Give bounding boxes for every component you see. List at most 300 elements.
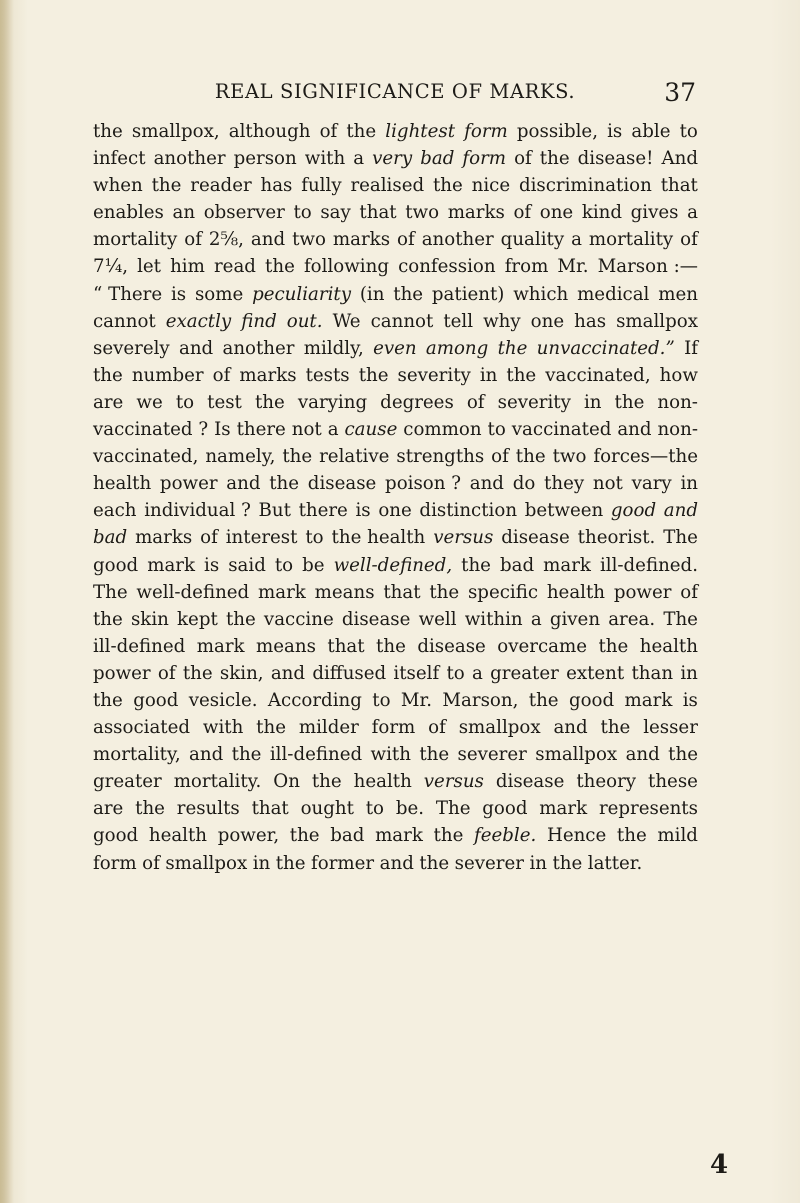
word: possible,: [516, 121, 598, 142]
word: disease: [307, 473, 377, 495]
word: of: [200, 527, 218, 549]
word: represents: [598, 798, 698, 820]
word: a: [687, 202, 698, 224]
word: good: [568, 689, 615, 711]
word: the: [668, 744, 698, 766]
word: between: [524, 500, 604, 522]
word: marks: [332, 229, 391, 251]
word: they: [544, 473, 585, 495]
word: skin,: [219, 662, 264, 684]
word: of: [513, 202, 532, 224]
word: smallpox: [535, 744, 618, 766]
word: the: [515, 446, 546, 468]
word: the: [528, 689, 559, 711]
word: overcame: [497, 635, 588, 657]
word: a: [472, 662, 483, 684]
word: the: [358, 364, 389, 386]
italic-word: and: [663, 500, 698, 522]
word: and: [250, 229, 286, 251]
word: and: [469, 473, 504, 495]
word: with: [370, 744, 411, 766]
word: to: [274, 554, 294, 576]
text-line: [93, 850, 698, 877]
word: Marson :—: [597, 256, 698, 278]
word: itself: [393, 662, 440, 684]
word: mortality: [588, 229, 674, 251]
word: quality: [500, 229, 565, 251]
word: mortality.: [173, 771, 262, 793]
word: to: [305, 527, 324, 549]
word: the: [432, 175, 463, 197]
word: bad: [330, 825, 365, 847]
text-line: [93, 822, 698, 849]
word: power: [613, 581, 672, 603]
word: of: [319, 121, 338, 142]
word: means: [256, 635, 316, 657]
italic-word: very: [372, 148, 413, 170]
word: the: [231, 744, 262, 766]
word: results: [176, 798, 240, 820]
word: able: [631, 121, 671, 142]
binding-gutter-shadow: [0, 0, 14, 1203]
word: health: [353, 771, 412, 793]
word: mark: [258, 581, 306, 603]
word: is: [204, 554, 220, 576]
word: to: [293, 202, 312, 224]
word: marks: [239, 364, 297, 386]
text-line: [93, 741, 698, 768]
word: the: [135, 798, 165, 820]
word: medical: [577, 283, 650, 305]
word: and: [617, 419, 652, 441]
word: Mr.: [557, 256, 589, 278]
word: the: [393, 283, 424, 305]
word: mark: [196, 635, 245, 657]
word: severity: [397, 364, 471, 386]
word: which: [513, 283, 569, 305]
word: the: [600, 717, 631, 739]
word: nice: [471, 175, 511, 197]
word: there: [236, 419, 286, 441]
word: mild: [657, 825, 698, 847]
word: from: [504, 256, 549, 278]
word: good: [93, 554, 139, 576]
word: distinction: [419, 500, 518, 522]
word: strengths: [396, 446, 485, 468]
text-line: [93, 172, 698, 199]
word: a: [571, 229, 582, 251]
word: ill-defined: [269, 744, 363, 766]
text-line: [93, 443, 698, 470]
text-line: [93, 768, 698, 795]
word: the: [265, 256, 295, 278]
word: with: [304, 148, 346, 170]
word: reader: [190, 175, 252, 197]
word: power: [159, 473, 218, 495]
word: poison ?: [385, 473, 461, 495]
word: power,: [217, 825, 280, 847]
word: mark: [539, 798, 588, 820]
italic-word: unvaccinated.”: [536, 337, 675, 359]
text-line: [93, 308, 698, 335]
word: good: [93, 825, 139, 847]
text-line: [93, 687, 698, 714]
word: men: [658, 283, 698, 305]
word: vaccinated,: [545, 364, 651, 386]
italic-word: among: [425, 337, 489, 359]
word: the: [225, 608, 256, 630]
word: of: [397, 229, 415, 251]
word: form: [371, 717, 416, 739]
word: discrimination: [518, 175, 652, 197]
text-line: [93, 199, 698, 226]
word: the: [269, 473, 300, 495]
text-line: [93, 552, 698, 579]
text-line: [93, 335, 698, 362]
word: do: [512, 473, 536, 495]
italic-word: out.: [286, 310, 323, 332]
italic-word: well-defined,: [333, 554, 453, 576]
word: theorist.: [577, 527, 656, 549]
body-paragraph: [93, 118, 698, 877]
page-folio: 37: [664, 78, 696, 107]
word: has: [260, 175, 293, 197]
word: severely: [93, 337, 170, 359]
text-line: [93, 579, 698, 606]
word: and: [226, 473, 261, 495]
word: although: [228, 121, 311, 142]
word: patient): [431, 283, 505, 305]
word: the: [616, 825, 647, 847]
word: of: [680, 229, 698, 251]
text-line: [93, 524, 698, 551]
word: cannot: [93, 310, 156, 332]
word: that: [383, 581, 421, 603]
word: a: [327, 419, 339, 441]
word: to: [446, 662, 465, 684]
running-title: REAL SIGNIFICANCE OF MARKS.: [214, 80, 576, 103]
word: said: [228, 554, 266, 576]
word: smallpox: [616, 310, 698, 332]
word: to: [679, 121, 698, 142]
word: of: [184, 229, 202, 251]
word: severer: [454, 852, 524, 874]
word: vary: [631, 473, 672, 495]
word: to: [487, 419, 506, 441]
text-line: [93, 416, 698, 443]
word: vaccinated ?: [93, 419, 209, 441]
word: The: [663, 608, 698, 630]
italic-word: bad: [93, 527, 128, 549]
word: of: [491, 446, 509, 468]
word: in: [252, 852, 271, 874]
italic-word: exactly: [165, 310, 232, 332]
word: let: [137, 256, 161, 278]
word: be: [302, 554, 325, 576]
text-line: [93, 253, 698, 280]
word: than: [631, 662, 674, 684]
word: observer: [203, 202, 285, 224]
word: interest: [225, 527, 298, 549]
text-line: [93, 606, 698, 633]
word: non-: [657, 391, 698, 413]
word: with: [202, 717, 244, 739]
word: On: [273, 771, 300, 793]
word: greater: [490, 662, 559, 684]
word: (in: [359, 283, 385, 305]
word: the: [506, 364, 537, 386]
text-line: [93, 145, 698, 172]
word: an: [172, 202, 196, 224]
word: theory: [576, 771, 637, 793]
italic-word: cause: [344, 419, 398, 441]
word: realised: [350, 175, 425, 197]
word: disease!: [577, 148, 654, 170]
word: be.: [395, 798, 425, 820]
word: of: [142, 852, 160, 874]
word: there: [298, 500, 348, 522]
word: is: [170, 283, 187, 305]
word: the: [151, 175, 182, 197]
word: health: [546, 581, 606, 603]
word: not: [291, 419, 322, 441]
word: two: [405, 202, 440, 224]
word: in: [529, 852, 547, 874]
signature-mark: 4: [710, 1150, 729, 1180]
word: area.: [608, 608, 656, 630]
word: marks: [135, 527, 193, 549]
word: the: [256, 717, 286, 739]
word: the: [93, 608, 123, 630]
word: some: [194, 283, 244, 305]
text-line: [93, 660, 698, 687]
word: not: [592, 473, 623, 495]
word: person: [233, 148, 297, 170]
word: smallpox,: [131, 121, 220, 142]
word: power: [93, 662, 151, 684]
word: 2⅝,: [208, 229, 244, 251]
text-line: [93, 497, 698, 524]
word: is: [682, 689, 698, 711]
word: According: [267, 689, 362, 711]
word: non-: [657, 419, 698, 441]
word: say: [320, 202, 351, 224]
word: following: [303, 256, 389, 278]
word: mildly,: [303, 337, 364, 359]
word: and: [189, 744, 224, 766]
word: are: [93, 798, 124, 820]
word: vaccine: [263, 608, 334, 630]
word: form: [93, 852, 137, 874]
word: well-defined: [136, 581, 250, 603]
word: And: [661, 148, 698, 170]
word: in: [680, 473, 698, 495]
word: forces—the: [593, 446, 698, 468]
word: the: [93, 689, 123, 711]
word: health: [148, 825, 208, 847]
word: extent: [566, 662, 625, 684]
word: namely,: [205, 446, 276, 468]
word: these: [648, 771, 698, 793]
word: The: [93, 581, 128, 603]
word: the: [376, 635, 406, 657]
word: the: [254, 391, 285, 413]
word: gives: [630, 202, 679, 224]
word: But: [258, 500, 291, 522]
word: severer: [457, 744, 527, 766]
word: the: [93, 364, 123, 386]
word: number: [131, 364, 204, 386]
word: mark: [375, 825, 423, 847]
italic-word: form: [462, 148, 507, 170]
word: of: [514, 148, 532, 170]
word: individual ?: [144, 500, 251, 522]
word: vesicle.: [188, 689, 258, 711]
italic-word: find: [241, 310, 277, 332]
word: another: [421, 229, 494, 251]
word: The: [663, 527, 698, 549]
word: one: [539, 202, 574, 224]
word: kept: [177, 608, 218, 630]
word: are: [93, 391, 124, 413]
word: the: [429, 581, 460, 603]
word: of: [157, 662, 176, 684]
word: mark: [147, 554, 196, 576]
word: associated: [93, 717, 191, 739]
word: marks: [447, 202, 505, 224]
word: disease: [495, 771, 565, 793]
word: vaccinated: [511, 419, 612, 441]
word: when: [93, 175, 143, 197]
text-line: [93, 362, 698, 389]
word: that: [251, 798, 289, 820]
word: mortality,: [93, 744, 181, 766]
word: given: [549, 608, 601, 630]
word: ought: [300, 798, 354, 820]
word: one: [378, 500, 412, 522]
word: disease: [501, 527, 570, 549]
word: two: [292, 229, 326, 251]
word: to: [175, 391, 195, 413]
word: vaccinated,: [93, 446, 199, 468]
word: mark: [543, 554, 591, 576]
word: and: [379, 852, 414, 874]
word: mark: [624, 689, 673, 711]
word: confession: [398, 256, 496, 278]
word: in: [479, 364, 498, 386]
text-line: [93, 281, 698, 308]
word: him: [170, 256, 205, 278]
italic-word: even: [373, 337, 417, 359]
word: why: [483, 310, 521, 332]
word: is: [355, 500, 371, 522]
word: the: [419, 852, 450, 874]
word: good: [482, 798, 528, 820]
word: the: [275, 852, 306, 874]
text-line: [93, 118, 698, 145]
word: we: [136, 391, 163, 413]
word: within: [464, 608, 523, 630]
word: degrees: [380, 391, 454, 413]
word: the: [598, 635, 629, 657]
word: and: [553, 717, 588, 739]
text-line: [93, 389, 698, 416]
word: We: [332, 310, 361, 332]
word: a: [530, 608, 542, 630]
word: cannot: [370, 310, 434, 332]
word: the: [552, 852, 583, 874]
word: two: [552, 446, 587, 468]
word: the: [539, 148, 570, 170]
word: one: [530, 310, 565, 332]
word: another: [222, 337, 295, 359]
word: lesser: [643, 717, 698, 739]
italic-word: form: [464, 121, 508, 142]
word: of: [466, 391, 485, 413]
word: greater: [93, 771, 162, 793]
word: relative: [319, 446, 390, 468]
word: the: [419, 744, 450, 766]
word: good: [133, 689, 179, 711]
word: latter.: [587, 852, 643, 874]
word: well: [418, 608, 457, 630]
word: smallpox: [458, 717, 541, 739]
text-line: [93, 226, 698, 253]
word: “ There: [93, 283, 163, 305]
word: that: [327, 635, 365, 657]
word: specific: [467, 581, 539, 603]
word: the: [182, 662, 213, 684]
word: The: [435, 798, 471, 820]
word: health: [93, 473, 152, 495]
text-line: [93, 714, 698, 741]
text-line: [93, 470, 698, 497]
text-line: [93, 633, 698, 660]
word: a: [353, 148, 365, 170]
word: infect: [93, 148, 146, 170]
word: bad: [499, 554, 535, 576]
italic-word: versus: [423, 771, 484, 793]
word: is: [607, 121, 623, 142]
word: disease: [341, 608, 411, 630]
italic-word: versus: [433, 527, 494, 549]
word: diffused: [312, 662, 387, 684]
word: that: [359, 202, 397, 224]
word: the: [282, 446, 313, 468]
word: Is: [214, 419, 231, 441]
word: another: [153, 148, 226, 170]
word: disease: [417, 635, 486, 657]
word: former: [311, 852, 375, 874]
word: and: [270, 662, 306, 684]
italic-word: good: [610, 500, 657, 522]
italic-word: bad: [420, 148, 455, 170]
word: the: [461, 554, 491, 576]
word: common: [403, 419, 482, 441]
word: ill-defined.: [599, 554, 698, 576]
word: the: [289, 825, 320, 847]
italic-word: feeble.: [474, 825, 537, 847]
word: to: [365, 798, 384, 820]
word: Mr.: [400, 689, 433, 711]
word: each: [93, 500, 137, 522]
word: the: [311, 771, 342, 793]
word: enables: [93, 202, 164, 224]
word: health: [639, 635, 698, 657]
word: milder: [298, 717, 359, 739]
word: read: [213, 256, 256, 278]
word: in: [680, 662, 698, 684]
